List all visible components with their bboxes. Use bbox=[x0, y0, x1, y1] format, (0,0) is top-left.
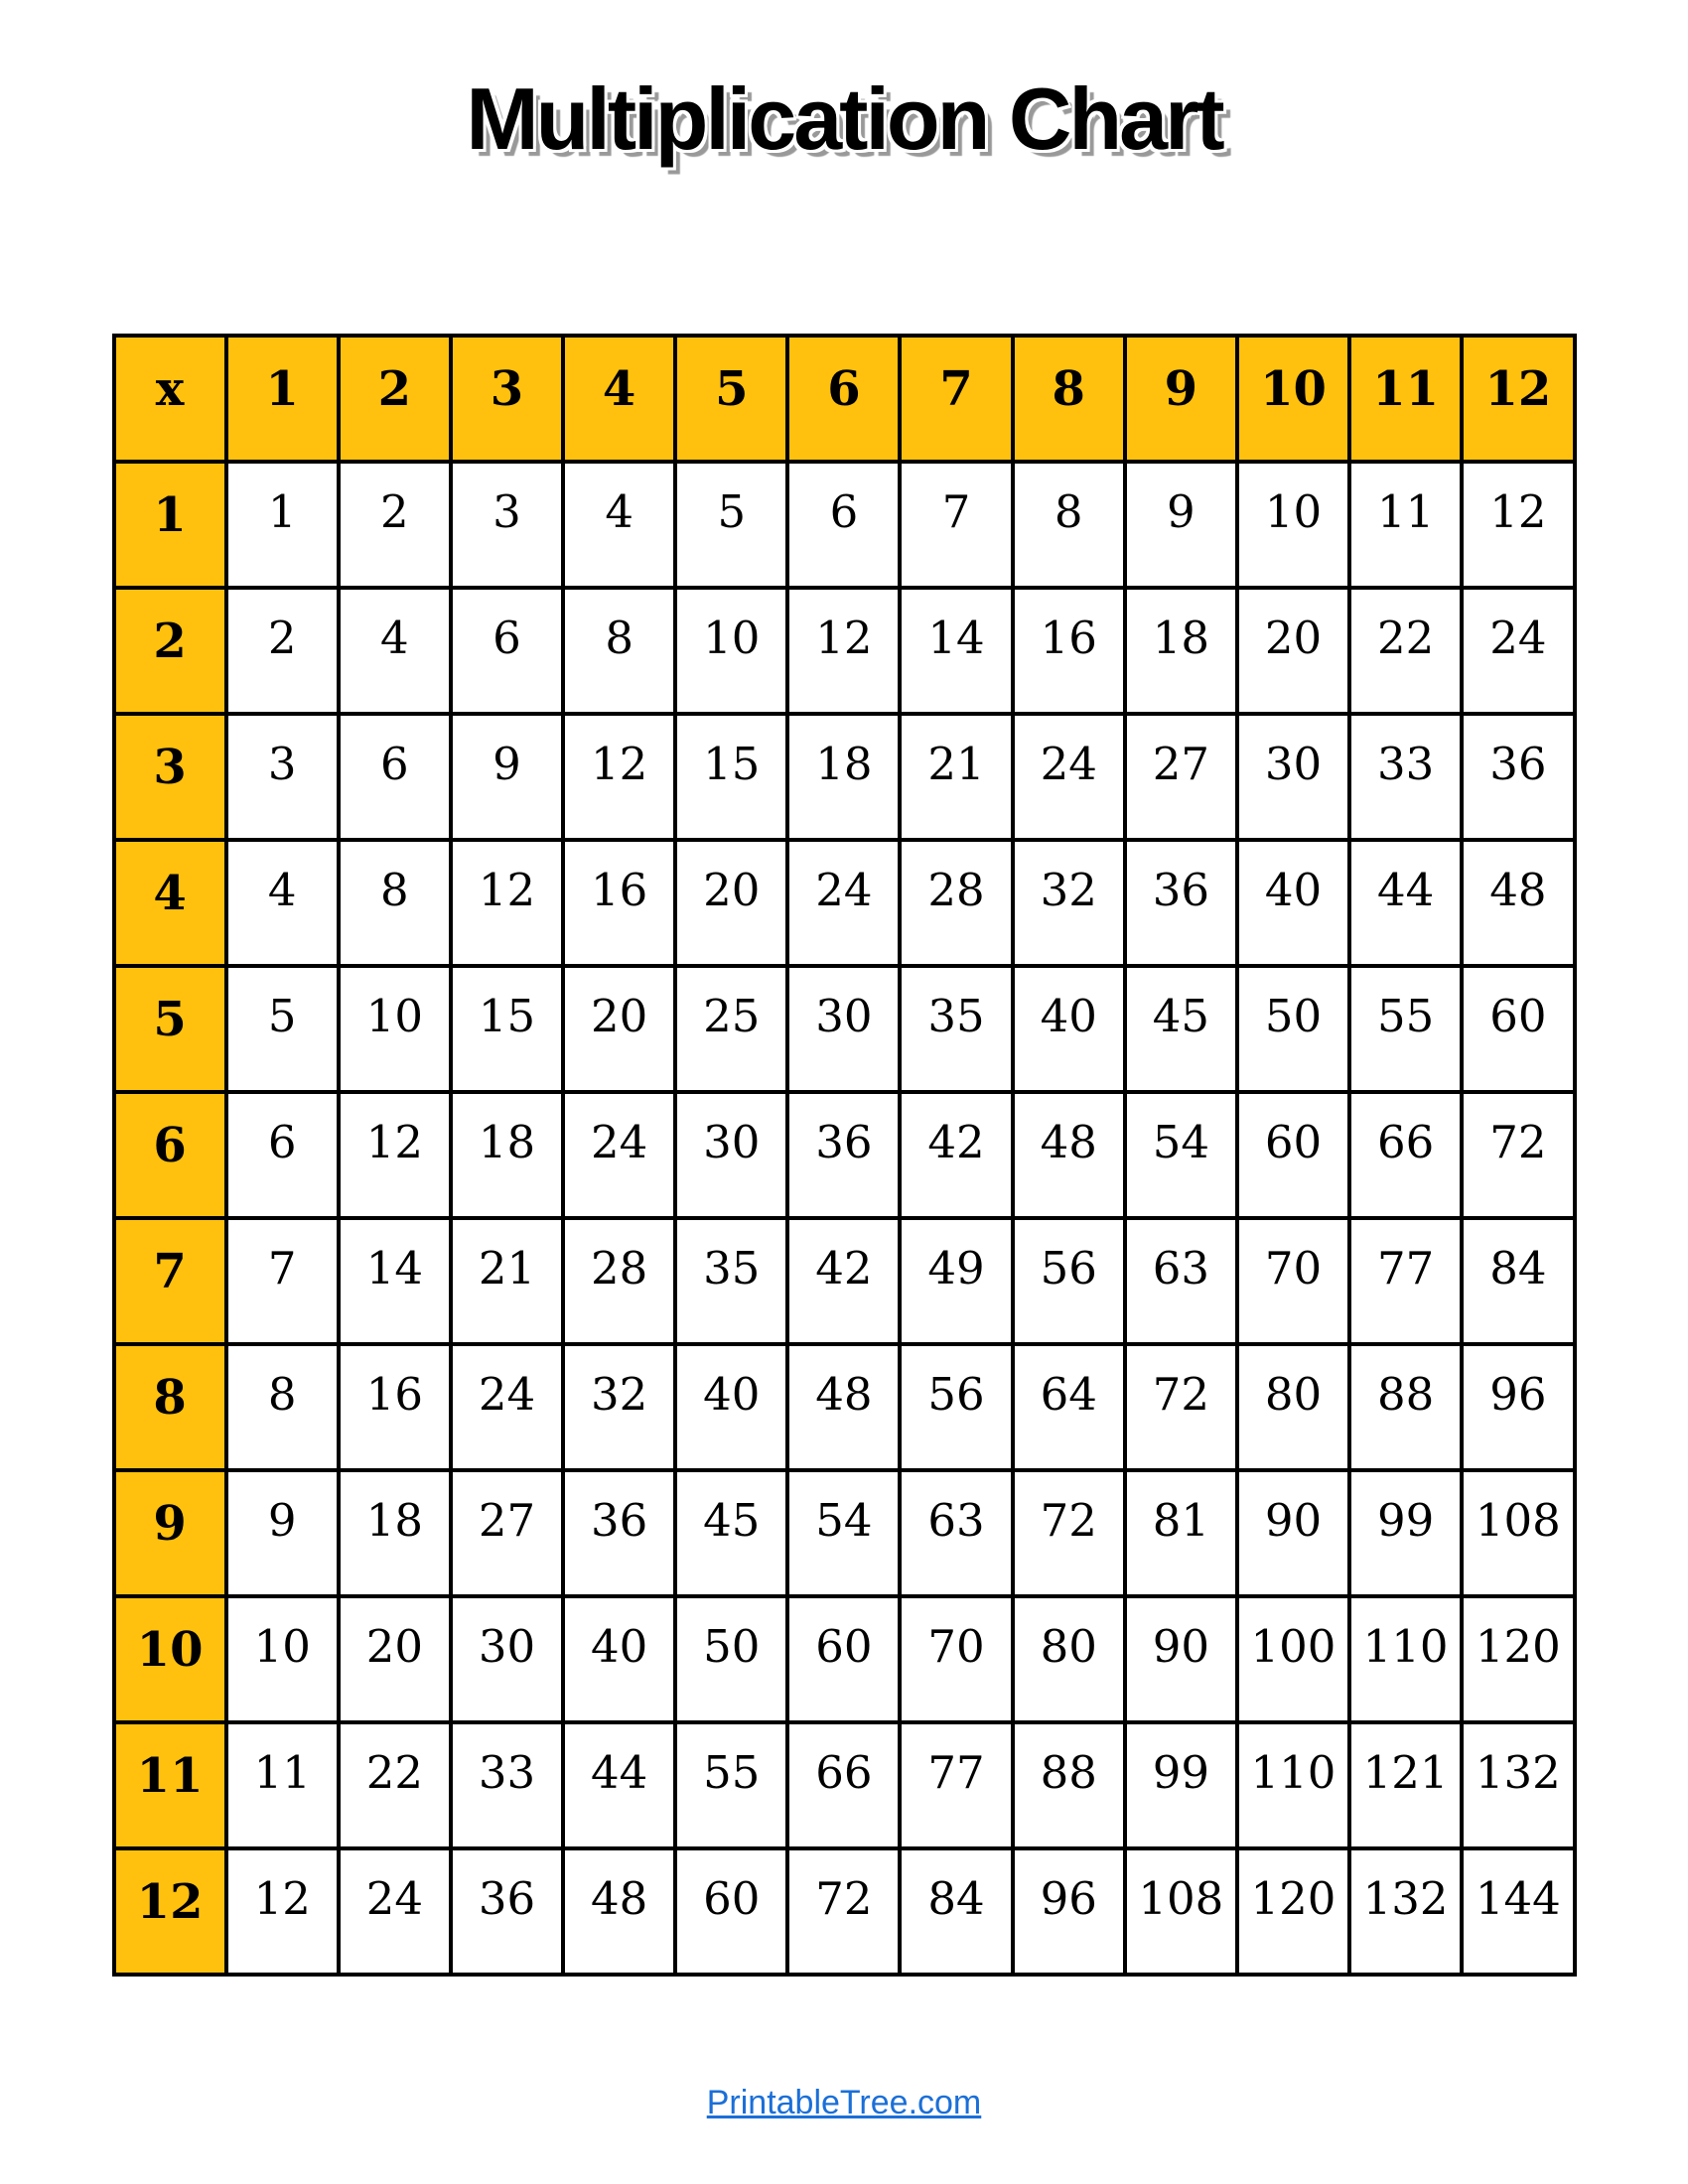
row-header-cell: 6 bbox=[114, 1092, 226, 1218]
product-cell: 16 bbox=[1013, 588, 1125, 714]
corner-cell: x bbox=[114, 336, 226, 462]
product-cell: 77 bbox=[1349, 1218, 1462, 1344]
product-cell: 50 bbox=[1237, 966, 1349, 1092]
product-cell: 8 bbox=[226, 1344, 339, 1470]
table-row bbox=[114, 1848, 1575, 1975]
row-header-cell: 11 bbox=[114, 1722, 226, 1848]
product-cell: 3 bbox=[451, 462, 563, 588]
product-cell: 100 bbox=[1237, 1596, 1349, 1722]
row-header-cell: 12 bbox=[114, 1848, 226, 1975]
product-cell: 80 bbox=[1237, 1344, 1349, 1470]
column-header-cell: 9 bbox=[1125, 336, 1237, 462]
product-cell: 77 bbox=[900, 1722, 1012, 1848]
table-row bbox=[114, 1722, 1575, 1848]
product-cell: 72 bbox=[1013, 1470, 1125, 1596]
product-cell: 80 bbox=[1013, 1596, 1125, 1722]
product-cell: 12 bbox=[339, 1092, 451, 1218]
column-header-cell: 8 bbox=[1013, 336, 1125, 462]
product-cell: 2 bbox=[339, 462, 451, 588]
product-cell: 40 bbox=[563, 1596, 675, 1722]
product-cell: 49 bbox=[900, 1218, 1012, 1344]
product-cell: 28 bbox=[900, 840, 1012, 966]
table-row bbox=[114, 462, 1575, 588]
product-cell: 24 bbox=[339, 1848, 451, 1975]
page-title: Multiplication Chart bbox=[466, 69, 1222, 168]
product-cell: 7 bbox=[226, 1218, 339, 1344]
product-cell: 21 bbox=[451, 1218, 563, 1344]
product-cell: 40 bbox=[1013, 966, 1125, 1092]
row-header-cell: 7 bbox=[114, 1218, 226, 1344]
product-cell: 10 bbox=[226, 1596, 339, 1722]
product-cell: 6 bbox=[787, 462, 900, 588]
product-cell: 50 bbox=[675, 1596, 787, 1722]
product-cell: 21 bbox=[900, 714, 1012, 840]
product-cell: 22 bbox=[339, 1722, 451, 1848]
product-cell: 64 bbox=[1013, 1344, 1125, 1470]
product-cell: 48 bbox=[787, 1344, 900, 1470]
product-cell: 15 bbox=[675, 714, 787, 840]
product-cell: 45 bbox=[675, 1470, 787, 1596]
product-cell: 63 bbox=[900, 1470, 1012, 1596]
product-cell: 20 bbox=[339, 1596, 451, 1722]
product-cell: 25 bbox=[675, 966, 787, 1092]
product-cell: 3 bbox=[226, 714, 339, 840]
table-row bbox=[114, 1092, 1575, 1218]
product-cell: 30 bbox=[1237, 714, 1349, 840]
product-cell: 35 bbox=[900, 966, 1012, 1092]
product-cell: 88 bbox=[1013, 1722, 1125, 1848]
product-cell: 84 bbox=[1462, 1218, 1574, 1344]
column-header-cell: 4 bbox=[563, 336, 675, 462]
product-cell: 24 bbox=[563, 1092, 675, 1218]
product-cell: 9 bbox=[1125, 462, 1237, 588]
product-cell: 48 bbox=[1462, 840, 1574, 966]
row-header-cell: 9 bbox=[114, 1470, 226, 1596]
product-cell: 8 bbox=[563, 588, 675, 714]
product-cell: 66 bbox=[1349, 1092, 1462, 1218]
product-cell: 60 bbox=[1237, 1092, 1349, 1218]
product-cell: 36 bbox=[451, 1848, 563, 1975]
product-cell: 22 bbox=[1349, 588, 1462, 714]
product-cell: 81 bbox=[1125, 1470, 1237, 1596]
product-cell: 72 bbox=[1462, 1092, 1574, 1218]
product-cell: 72 bbox=[787, 1848, 900, 1975]
product-cell: 7 bbox=[900, 462, 1012, 588]
product-cell: 6 bbox=[339, 714, 451, 840]
product-cell: 18 bbox=[787, 714, 900, 840]
product-cell: 28 bbox=[563, 1218, 675, 1344]
product-cell: 132 bbox=[1462, 1722, 1574, 1848]
row-header-cell: 10 bbox=[114, 1596, 226, 1722]
product-cell: 45 bbox=[1125, 966, 1237, 1092]
product-cell: 30 bbox=[787, 966, 900, 1092]
column-header-cell: 5 bbox=[675, 336, 787, 462]
product-cell: 70 bbox=[1237, 1218, 1349, 1344]
product-cell: 42 bbox=[900, 1092, 1012, 1218]
product-cell: 6 bbox=[226, 1092, 339, 1218]
product-cell: 14 bbox=[900, 588, 1012, 714]
product-cell: 4 bbox=[563, 462, 675, 588]
column-header-cell: 2 bbox=[339, 336, 451, 462]
product-cell: 56 bbox=[900, 1344, 1012, 1470]
product-cell: 40 bbox=[1237, 840, 1349, 966]
product-cell: 14 bbox=[339, 1218, 451, 1344]
row-header-cell: 3 bbox=[114, 714, 226, 840]
product-cell: 48 bbox=[1013, 1092, 1125, 1218]
column-header-cell: 6 bbox=[787, 336, 900, 462]
product-cell: 6 bbox=[451, 588, 563, 714]
product-cell: 12 bbox=[787, 588, 900, 714]
product-cell: 20 bbox=[1237, 588, 1349, 714]
product-cell: 4 bbox=[339, 588, 451, 714]
product-cell: 12 bbox=[1462, 462, 1574, 588]
product-cell: 32 bbox=[1013, 840, 1125, 966]
product-cell: 54 bbox=[787, 1470, 900, 1596]
column-header-cell: 10 bbox=[1237, 336, 1349, 462]
product-cell: 20 bbox=[675, 840, 787, 966]
product-cell: 11 bbox=[1349, 462, 1462, 588]
table-row bbox=[114, 714, 1575, 840]
row-header-cell: 5 bbox=[114, 966, 226, 1092]
product-cell: 33 bbox=[451, 1722, 563, 1848]
product-cell: 30 bbox=[451, 1596, 563, 1722]
product-cell: 8 bbox=[1013, 462, 1125, 588]
product-cell: 27 bbox=[451, 1470, 563, 1596]
table-header-row bbox=[114, 336, 1575, 462]
product-cell: 132 bbox=[1349, 1848, 1462, 1975]
product-cell: 24 bbox=[787, 840, 900, 966]
product-cell: 10 bbox=[339, 966, 451, 1092]
product-cell: 96 bbox=[1013, 1848, 1125, 1975]
product-cell: 110 bbox=[1349, 1596, 1462, 1722]
product-cell: 99 bbox=[1125, 1722, 1237, 1848]
table-row bbox=[114, 966, 1575, 1092]
product-cell: 36 bbox=[1462, 714, 1574, 840]
product-cell: 9 bbox=[451, 714, 563, 840]
product-cell: 84 bbox=[900, 1848, 1012, 1975]
product-cell: 121 bbox=[1349, 1722, 1462, 1848]
product-cell: 12 bbox=[451, 840, 563, 966]
product-cell: 18 bbox=[1125, 588, 1237, 714]
column-header-cell: 12 bbox=[1462, 336, 1574, 462]
product-cell: 15 bbox=[451, 966, 563, 1092]
column-header-cell: 3 bbox=[451, 336, 563, 462]
product-cell: 66 bbox=[787, 1722, 900, 1848]
column-header-cell: 11 bbox=[1349, 336, 1462, 462]
product-cell: 96 bbox=[1462, 1344, 1574, 1470]
product-cell: 4 bbox=[226, 840, 339, 966]
table-row bbox=[114, 1596, 1575, 1722]
product-cell: 144 bbox=[1462, 1848, 1574, 1975]
product-cell: 32 bbox=[563, 1344, 675, 1470]
product-cell: 24 bbox=[1013, 714, 1125, 840]
product-cell: 44 bbox=[1349, 840, 1462, 966]
product-cell: 5 bbox=[226, 966, 339, 1092]
multiplication-table-body bbox=[114, 336, 1575, 1975]
product-cell: 55 bbox=[675, 1722, 787, 1848]
product-cell: 55 bbox=[1349, 966, 1462, 1092]
row-header-cell: 4 bbox=[114, 840, 226, 966]
product-cell: 16 bbox=[563, 840, 675, 966]
product-cell: 10 bbox=[1237, 462, 1349, 588]
product-cell: 16 bbox=[339, 1344, 451, 1470]
product-cell: 24 bbox=[451, 1344, 563, 1470]
product-cell: 110 bbox=[1237, 1722, 1349, 1848]
product-cell: 30 bbox=[675, 1092, 787, 1218]
product-cell: 33 bbox=[1349, 714, 1462, 840]
product-cell: 70 bbox=[900, 1596, 1012, 1722]
product-cell: 108 bbox=[1462, 1470, 1574, 1596]
multiplication-table bbox=[112, 334, 1577, 1977]
product-cell: 48 bbox=[563, 1848, 675, 1975]
product-cell: 44 bbox=[563, 1722, 675, 1848]
product-cell: 24 bbox=[1462, 588, 1574, 714]
product-cell: 5 bbox=[675, 462, 787, 588]
product-cell: 88 bbox=[1349, 1344, 1462, 1470]
row-header-cell: 1 bbox=[114, 462, 226, 588]
product-cell: 12 bbox=[563, 714, 675, 840]
table-row bbox=[114, 1344, 1575, 1470]
product-cell: 40 bbox=[675, 1344, 787, 1470]
product-cell: 36 bbox=[787, 1092, 900, 1218]
product-cell: 1 bbox=[226, 462, 339, 588]
product-cell: 27 bbox=[1125, 714, 1237, 840]
product-cell: 60 bbox=[675, 1848, 787, 1975]
table-row bbox=[114, 1470, 1575, 1596]
product-cell: 90 bbox=[1125, 1596, 1237, 1722]
column-header-cell: 1 bbox=[226, 336, 339, 462]
product-cell: 90 bbox=[1237, 1470, 1349, 1596]
footer-link[interactable]: PrintableTree.com bbox=[706, 2084, 982, 2121]
product-cell: 60 bbox=[1462, 966, 1574, 1092]
product-cell: 120 bbox=[1462, 1596, 1574, 1722]
product-cell: 99 bbox=[1349, 1470, 1462, 1596]
product-cell: 18 bbox=[339, 1470, 451, 1596]
row-header-cell: 8 bbox=[114, 1344, 226, 1470]
product-cell: 35 bbox=[675, 1218, 787, 1344]
product-cell: 60 bbox=[787, 1596, 900, 1722]
table-row bbox=[114, 1218, 1575, 1344]
product-cell: 120 bbox=[1237, 1848, 1349, 1975]
product-cell: 2 bbox=[226, 588, 339, 714]
product-cell: 36 bbox=[563, 1470, 675, 1596]
product-cell: 63 bbox=[1125, 1218, 1237, 1344]
product-cell: 42 bbox=[787, 1218, 900, 1344]
product-cell: 54 bbox=[1125, 1092, 1237, 1218]
product-cell: 108 bbox=[1125, 1848, 1237, 1975]
product-cell: 10 bbox=[675, 588, 787, 714]
product-cell: 11 bbox=[226, 1722, 339, 1848]
row-header-cell: 2 bbox=[114, 588, 226, 714]
product-cell: 36 bbox=[1125, 840, 1237, 966]
product-cell: 56 bbox=[1013, 1218, 1125, 1344]
product-cell: 8 bbox=[339, 840, 451, 966]
product-cell: 9 bbox=[226, 1470, 339, 1596]
product-cell: 18 bbox=[451, 1092, 563, 1218]
footer bbox=[0, 2083, 1688, 2123]
table-row bbox=[114, 588, 1575, 714]
product-cell: 12 bbox=[226, 1848, 339, 1975]
product-cell: 20 bbox=[563, 966, 675, 1092]
product-cell: 72 bbox=[1125, 1344, 1237, 1470]
table-row bbox=[114, 840, 1575, 966]
column-header-cell: 7 bbox=[900, 336, 1012, 462]
